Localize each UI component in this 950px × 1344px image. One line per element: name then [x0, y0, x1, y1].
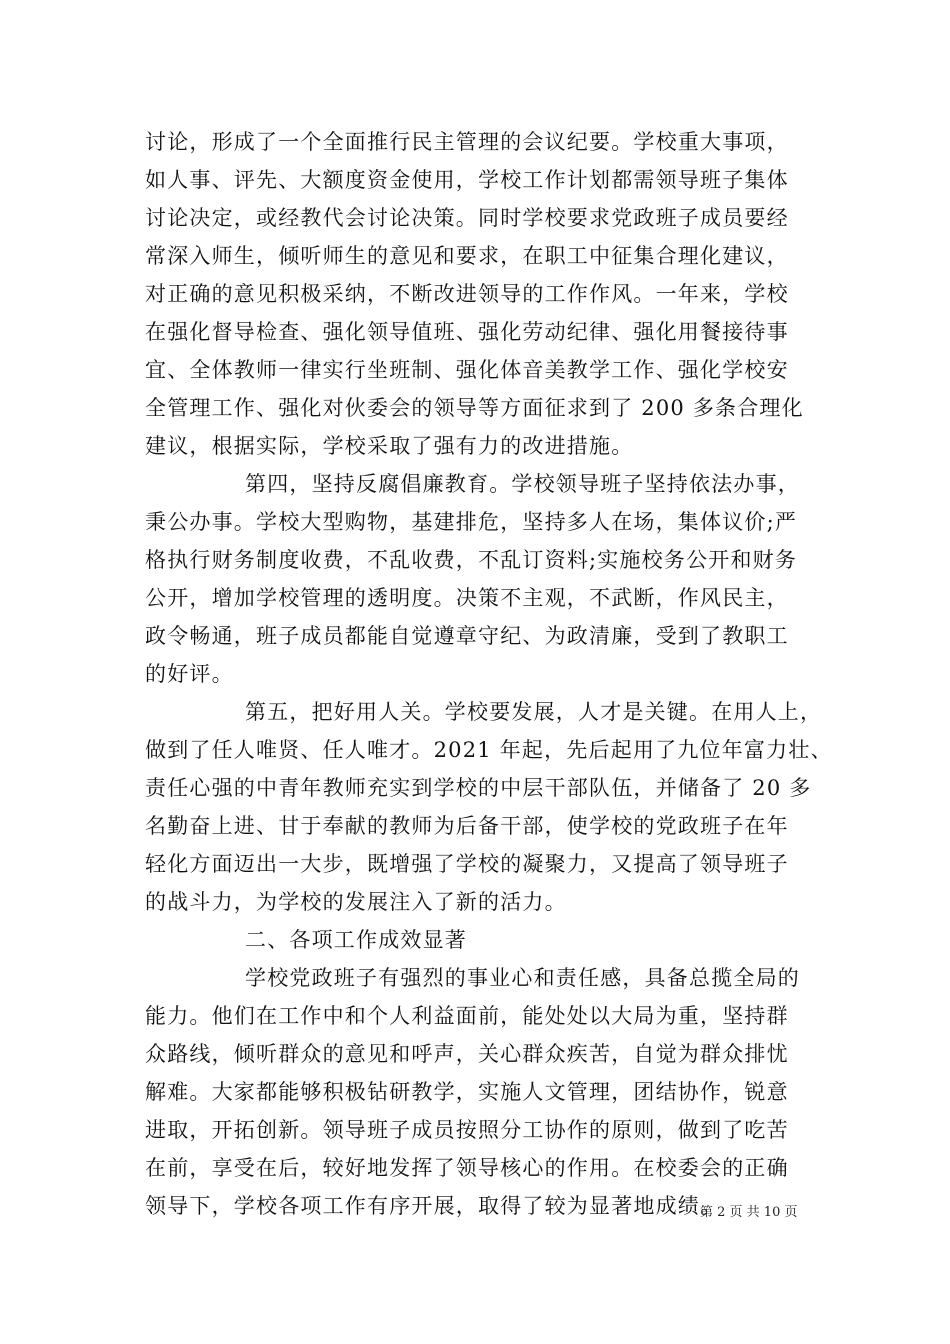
text-line: 在前，享受在后，较好地发挥了领导核心的作用。在校委会的正确: [145, 1156, 789, 1180]
text-line: 的好评。: [145, 662, 234, 686]
text-line: 解难。大家都能够积极钻研教学，实施人文管理，团结协作，锐意: [145, 1080, 789, 1104]
text-line: 领导下，学校各项工作有序开展，取得了较为显著地成绩。: [145, 1194, 723, 1218]
text-line: 讨论决定，或经教代会讨论决策。同时学校要求党政班子成员要经: [145, 206, 789, 230]
text-line: 进取，开拓创新。领导班子成员按照分工协作的原则，做到了吃苦: [145, 1118, 789, 1142]
text-line: 轻化方面迈出一大步，既增强了学校的凝聚力，又提高了领导班子: [145, 852, 789, 876]
text-line: 名勤奋上进、甘于奉献的教师为后备干部，使学校的党政班子在年: [145, 814, 789, 838]
text-line: 众路线，倾听群众的意见和呼声，关心群众疾苦，自觉为群众排忧: [145, 1042, 789, 1066]
text-line: 的战斗力，为学校的发展注入了新的活力。: [145, 890, 567, 914]
text-line: 责任心强的中青年教师充实到学校的中层干部队伍，并储备了 20 多: [145, 776, 812, 800]
text-line: 常深入师生，倾听师生的意见和要求，在职工中征集合理化建议，: [145, 244, 789, 268]
text-line: 公开，增加学校管理的透明度。决策不主观，不武断，作风民主，: [145, 586, 789, 610]
text-line: 政令畅通，班子成员都能自觉遵章守纪、为政清廉，受到了教职工: [145, 624, 789, 648]
text-line: 格执行财务制度收费，不乱收费，不乱订资料;实施校务公开和财务: [145, 548, 798, 572]
text-line: 秉公办事。学校大型购物，基建排危，坚持多人在场，集体议价;严: [145, 510, 798, 534]
text-line: 建议，根据实际，学校采取了强有力的改进措施。: [145, 434, 634, 458]
paragraph-start-line: 第四，坚持反腐倡廉教育。学校领导班子坚持依法办事，: [245, 472, 800, 496]
text-line: 讨论，形成了一个全面推行民主管理的会议纪要。学校重大事项，: [145, 130, 789, 154]
text-line: 全管理工作、强化对伙委会的领导等方面征求到了 200 多条合理化: [145, 396, 804, 420]
text-line: 宜、全体教师一律实行坐班制、强化体音美教学工作、强化学校安: [145, 358, 789, 382]
paragraph-start-line: 第五，把好用人关。学校要发展，人才是关键。在用人上，: [245, 700, 823, 724]
text-line: 对正确的意见积极采纳，不断改进领导的工作作风。一年来，学校: [145, 282, 789, 306]
paragraph-start-line: 学校党政班子有强烈的事业心和责任感，具备总揽全局的: [245, 966, 800, 990]
text-line: 做到了任人唯贤、任人唯才。2021 年起，先后起用了九位年富力壮、: [145, 738, 833, 762]
page-number: 第 2 页 共 10 页: [700, 1205, 798, 1220]
section-heading: 二、各项工作成效显著: [245, 928, 467, 952]
text-line: 在强化督导检查、强化领导值班、强化劳动纪律、强化用餐接待事: [145, 320, 789, 344]
text-line: 能力。他们在工作中和个人利益面前，能处处以大局为重，坚持群: [145, 1004, 789, 1028]
text-line: 如人事、评先、大额度资金使用，学校工作计划都需领导班子集体: [145, 168, 789, 192]
